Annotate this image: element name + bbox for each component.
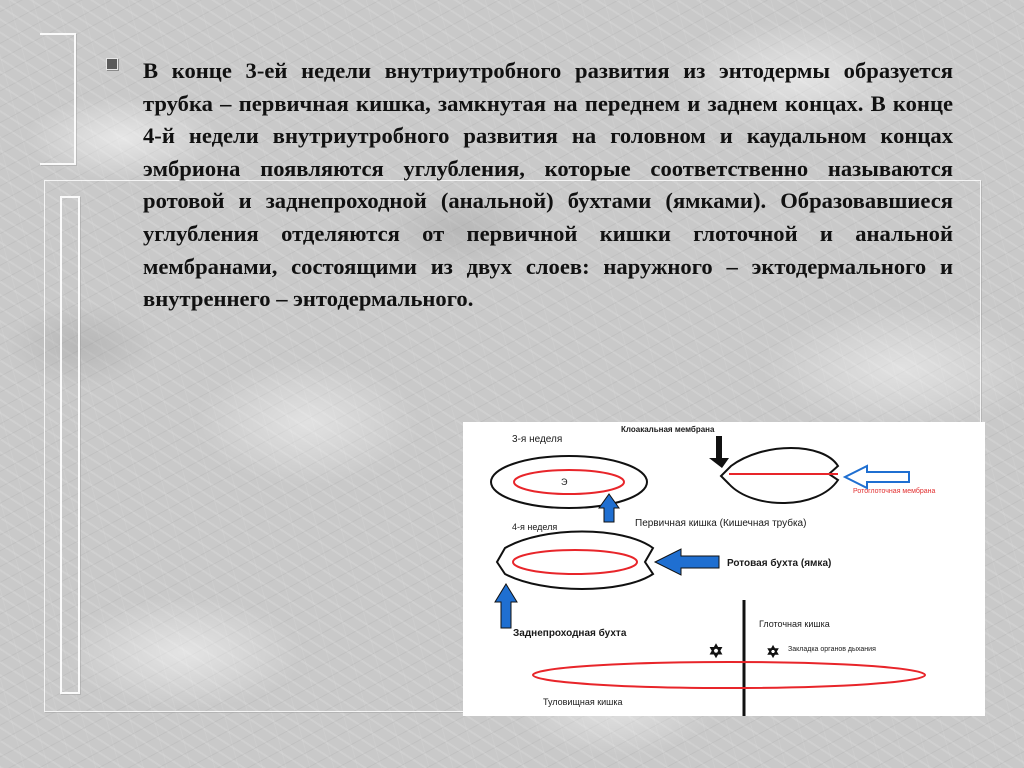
star-marker-icon: ✡ [766,643,780,661]
diagram-svg [463,422,985,716]
oropharyngeal-arrow-icon [845,466,909,488]
week3-inner-gut [514,470,624,494]
label-pharyngeal-gut: Глоточная кишка [759,619,830,629]
week4-outer-shape [497,532,653,590]
label-mouth-bay: Ротовая бухта (ямка) [727,558,832,569]
label-respiratory: Закладка органов дыхания [788,646,876,653]
label-oropharyngeal-membrane: Ротоглоточная мембрана [853,488,936,495]
star-marker-icon: ✡ [708,642,724,662]
cloacal-arrow-icon [709,436,729,468]
bullet-square-icon [106,58,118,70]
label-week3: 3-я неделя [512,434,563,445]
label-week4: 4-я неделя [512,522,558,532]
week4-inner-gut [513,550,637,574]
label-primary-gut: Первичная кишка (Кишечная трубка) [635,518,807,529]
label-e: Э [561,477,568,487]
decorative-left-bar [60,196,80,694]
label-cloacal-membrane: Клоакальная мембрана [621,425,715,434]
trunk-gut-ellipse [533,662,925,688]
label-trunk-gut: Туловищная кишка [543,697,623,707]
decorative-top-bracket [40,33,76,165]
body-paragraph: В конце 3-ей недели внутриутробного развития из энтодермы образуется трубка – первичная кишка, замкнутая на переднем и заднем концах. В конце 4-й недели внутриутробного развития на головном и каудальном концах эмбриона появляются углубления, которые соответственно называются ротовой и заднепроходной (анальной) бухтами (ямками). Образовавшиеся углубления отделяются от первичной кишки глоточной и анальной мембранами, состоящими из двух слоев: наружного – эктодермального и внутреннего – энтодермального. [143,58,953,312]
mouth-bay-arrow-icon [655,549,719,575]
week3-up-arrow-icon [599,494,619,522]
embryology-diagram [463,422,985,716]
week3-right-outer [721,448,838,503]
label-anal-bay: Заднепроходная бухта [513,628,627,639]
anal-bay-arrow-icon [495,584,517,628]
